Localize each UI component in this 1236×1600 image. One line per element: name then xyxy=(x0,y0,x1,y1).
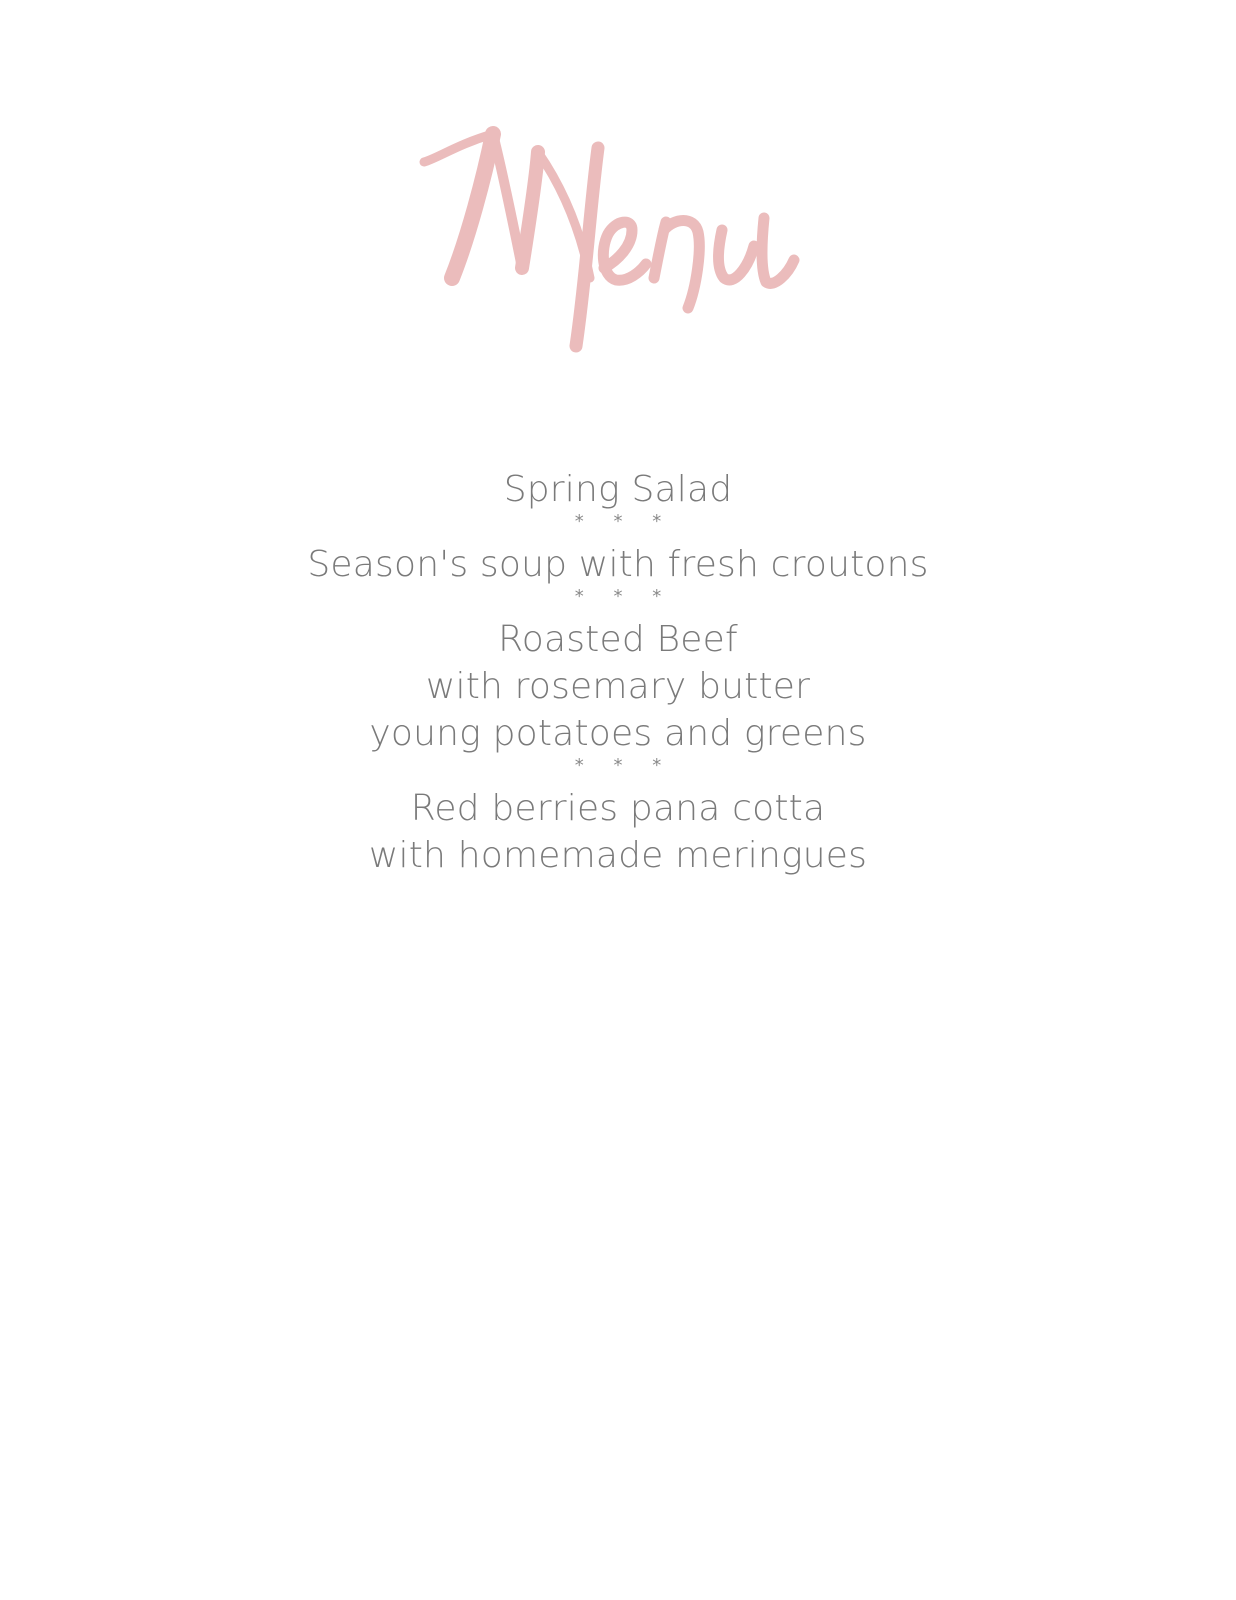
menu-courses xyxy=(0,466,1236,879)
course-separator: * * * xyxy=(574,586,674,607)
course-main xyxy=(0,616,1236,757)
course-line: Roasted Beef xyxy=(498,619,738,660)
course-line: Spring Salad xyxy=(503,469,733,510)
menu-title xyxy=(418,118,818,368)
menu-title-text: Menu xyxy=(603,250,633,261)
course-line: Season's soup with fresh croutons xyxy=(307,544,929,585)
course-line: with homemade meringues xyxy=(368,835,868,876)
course-dessert xyxy=(0,785,1236,879)
course-soup xyxy=(0,541,1236,588)
course-separator: * * * xyxy=(574,755,674,776)
course-line: young potatoes and greens xyxy=(369,713,867,754)
course-starter xyxy=(0,466,1236,513)
course-line: with rosemary butter xyxy=(425,666,811,707)
course-line: Red berries pana cotta xyxy=(410,788,826,829)
course-separator: * * * xyxy=(574,511,674,532)
menu-title-lettering xyxy=(418,118,818,368)
